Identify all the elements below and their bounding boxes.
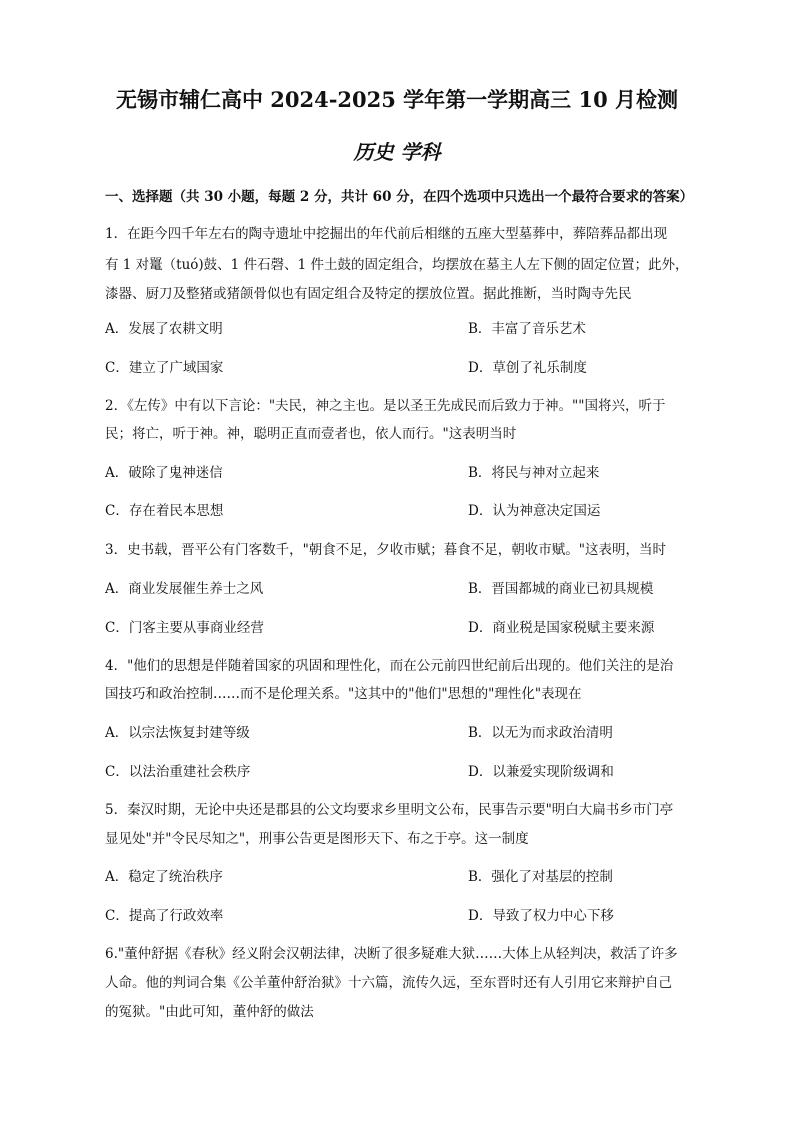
question-2-option-c: C．存在着民本思想	[105, 503, 224, 519]
question-4-option-a: A．以宗法恢复封建等级	[105, 725, 250, 741]
question-4-line-1: 4．"他们的思想是伴随着国家的巩固和理性化，而在公元前四世纪前后出现的。他们关注的是治	[105, 658, 674, 674]
question-1-option-d: D．草创了礼乐制度	[468, 360, 587, 376]
section-heading: 一、选择题（共 30 小题，每题 2 分，共计 60 分，在四个选项中只选出一个最符合要求的答案）	[105, 189, 694, 205]
question-4-line-2: 国技巧和政治控制……而不是伦理关系。"这其中的"他们"思想的"理性化"表现在	[105, 686, 582, 702]
question-1-line-1: 1．在距今四千年左右的陶寺遗址中挖掘出的年代前后相继的五座大型墓葬中，葬陪葬品都出现	[105, 226, 668, 242]
question-6-line-3: 的冤狱。"由此可知，董仲舒的做法	[105, 1004, 314, 1020]
question-6-line-2: 人命。他的判词合集《公羊董仲舒治狱》十六篇，流传久远，至东晋时还有人引用它来辩护自己	[105, 975, 672, 991]
question-4-option-d: D．以兼爱实现阶级调和	[468, 764, 614, 780]
question-4-option-c: C．以法治重建社会秩序	[105, 764, 251, 780]
question-2-option-d: D．认为神意决定国运	[468, 503, 601, 519]
question-1-line-3: 漆器、厨刀及整猪或猪颌骨似也有固定组合及特定的摆放位置。据此推断，当时陶寺先民	[105, 286, 632, 302]
question-1-option-c: C．建立了广域国家	[105, 360, 224, 376]
question-3-option-a: A．商业发展催生养士之风	[105, 581, 264, 597]
question-2-option-a: A．破除了鬼神迷信	[105, 465, 223, 481]
question-2-option-b: B．将民与神对立起来	[468, 465, 600, 481]
question-5-line-2: 显见处"并"令民尽知之"，刑事公告更是图形天下、布之于亭。这一制度	[105, 831, 529, 847]
question-5-option-d: D．导致了权力中心下移	[468, 908, 614, 924]
question-6-line-1: 6."董仲舒据《春秋》经义附会汉朝法律，决断了很多疑难大狱……大体上从轻判决，救活了许多	[105, 946, 678, 962]
question-5-line-1: 5．秦汉时期，无论中央还是郡县的公文均要求乡里明文公布，民事告示要"明白大扁书乡市门亭	[105, 802, 674, 818]
subject-title: 历史 学科	[353, 140, 441, 164]
question-4-option-b: B．以无为而求政治清明	[468, 725, 613, 741]
question-2-line-2: 民；将亡，听于神。神，聪明正直而壹者也，依人而行。"这表明当时	[105, 426, 517, 442]
question-3-option-c: C．门客主要从事商业经营	[105, 620, 264, 636]
question-5-option-c: C．提高了行政效率	[105, 908, 224, 924]
question-5-option-b: B．强化了对基层的控制	[468, 869, 613, 885]
question-3-line-1: 3．史书载，晋平公有门客数千，"朝食不足，夕收市赋；暮食不足，朝收市赋。"这表明，当时	[105, 542, 667, 558]
question-2-line-1: 2．《左传》中有以下言论："夫民，神之主也。是以圣王先成民而后致力于神。""国将兴，听于	[105, 398, 666, 414]
question-3-option-d: D．商业税是国家税赋主要来源	[468, 620, 655, 636]
question-1-option-a: A．发展了农耕文明	[105, 321, 223, 337]
question-5-option-a: A．稳定了统治秩序	[105, 869, 223, 885]
question-3-option-b: B．晋国都城的商业已初具规模	[468, 581, 654, 597]
exam-title: 无锡市辅仁高中 2024-2025 学年第一学期高三 10 月检测	[115, 87, 679, 112]
question-1-line-2: 有 1 对鼍（tuó)鼓、1 件石磬、1 件土鼓的固定组合，均摆放在墓主人左下侧的固定位置；此外，	[105, 257, 689, 273]
question-1-option-b: B．丰富了音乐艺术	[468, 321, 586, 337]
